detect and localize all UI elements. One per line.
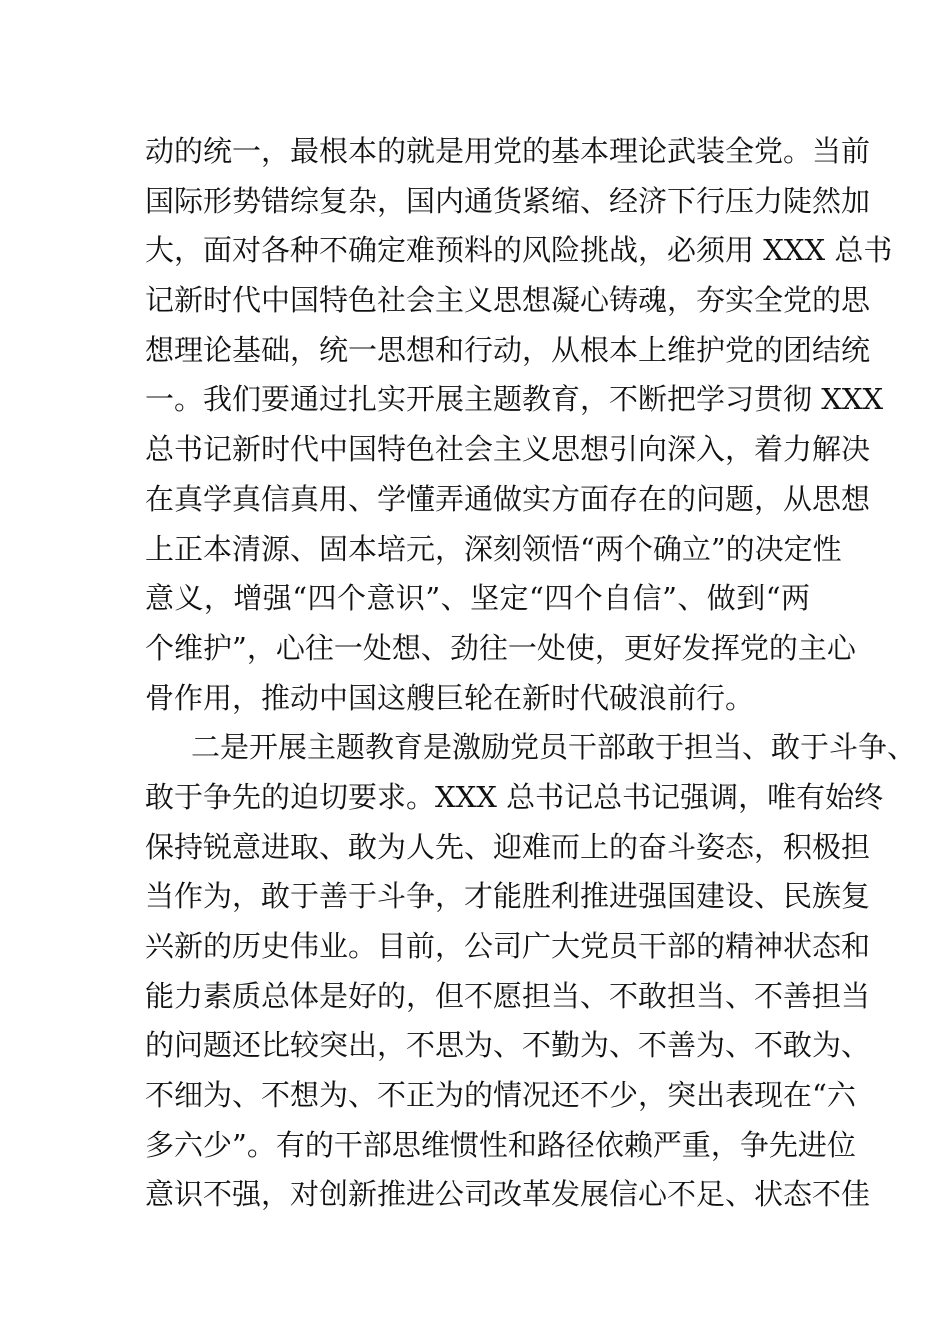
text-line: 意识不强，对创新推进公司改革发展信心不足、状态不佳 [145, 1177, 871, 1212]
text-line: 在真学真信真用、学懂弄通做实方面存在的问题，从思想 [145, 481, 871, 516]
paragraph-end-line: 骨作用，推动中国这艘巨轮在新时代破浪前行。 [145, 680, 755, 715]
text-line: 能力素质总体是好的，但不愿担当、不敢担当、不善担当 [145, 978, 871, 1013]
text-line: 记新时代中国特色社会主义思想凝心铸魂，夯实全党的思 [145, 283, 871, 318]
text-line: 当作为，敢于善于斗争，才能胜利推进强国建设、民族复 [145, 879, 871, 914]
text-line: 想理论基础，统一思想和行动，从根本上维护党的团结统 [145, 332, 871, 367]
text-line: 敢于争先的迫切要求。XXX 总书记总书记强调，唯有始终 [145, 779, 884, 814]
text-line: 上正本清源、固本培元，深刻领悟“两个确立”的决定性 [145, 531, 842, 566]
text-line: 个维护”，心往一处想、劲往一处使，更好发挥党的主心 [145, 630, 856, 665]
text-line: 一。我们要通过扎实开展主题教育，不断把学习贯彻 XXX [145, 382, 884, 417]
text-line: 不细为、不想为、不正为的情况还不少，突出表现在“六 [145, 1078, 856, 1113]
text-line: 兴新的历史伟业。目前，公司广大党员干部的精神状态和 [145, 929, 871, 963]
text-line: 的问题还比较突出，不思为、不勤为、不善为、不敢为、 [145, 1028, 871, 1063]
text-line: 保持锐意进取、敢为人先、迎难而上的奋斗姿态，积极担 [145, 829, 871, 864]
text-line: 意义，增强“四个意识”、坚定“四个自信”、做到“两 [145, 581, 810, 616]
text-line: 多六少”。有的干部思维惯性和路径依赖严重，争先进位 [145, 1127, 856, 1162]
text-line: 大，面对各种不确定难预料的风险挑战，必须用 XXX 总书 [145, 233, 893, 268]
text-line: 总书记新时代中国特色社会主义思想引向深入，着力解决 [145, 432, 871, 467]
text-line: 动的统一，最根本的就是用党的基本理论武装全党。当前 [145, 134, 871, 168]
body-text [145, 127, 917, 1220]
paragraph-first-line: 二是开展主题教育是激励党员干部敢于担当、敢于斗争、 [191, 730, 917, 765]
text-line: 国际形势错综复杂，国内通货紧缩、经济下行压力陡然加 [145, 183, 871, 218]
